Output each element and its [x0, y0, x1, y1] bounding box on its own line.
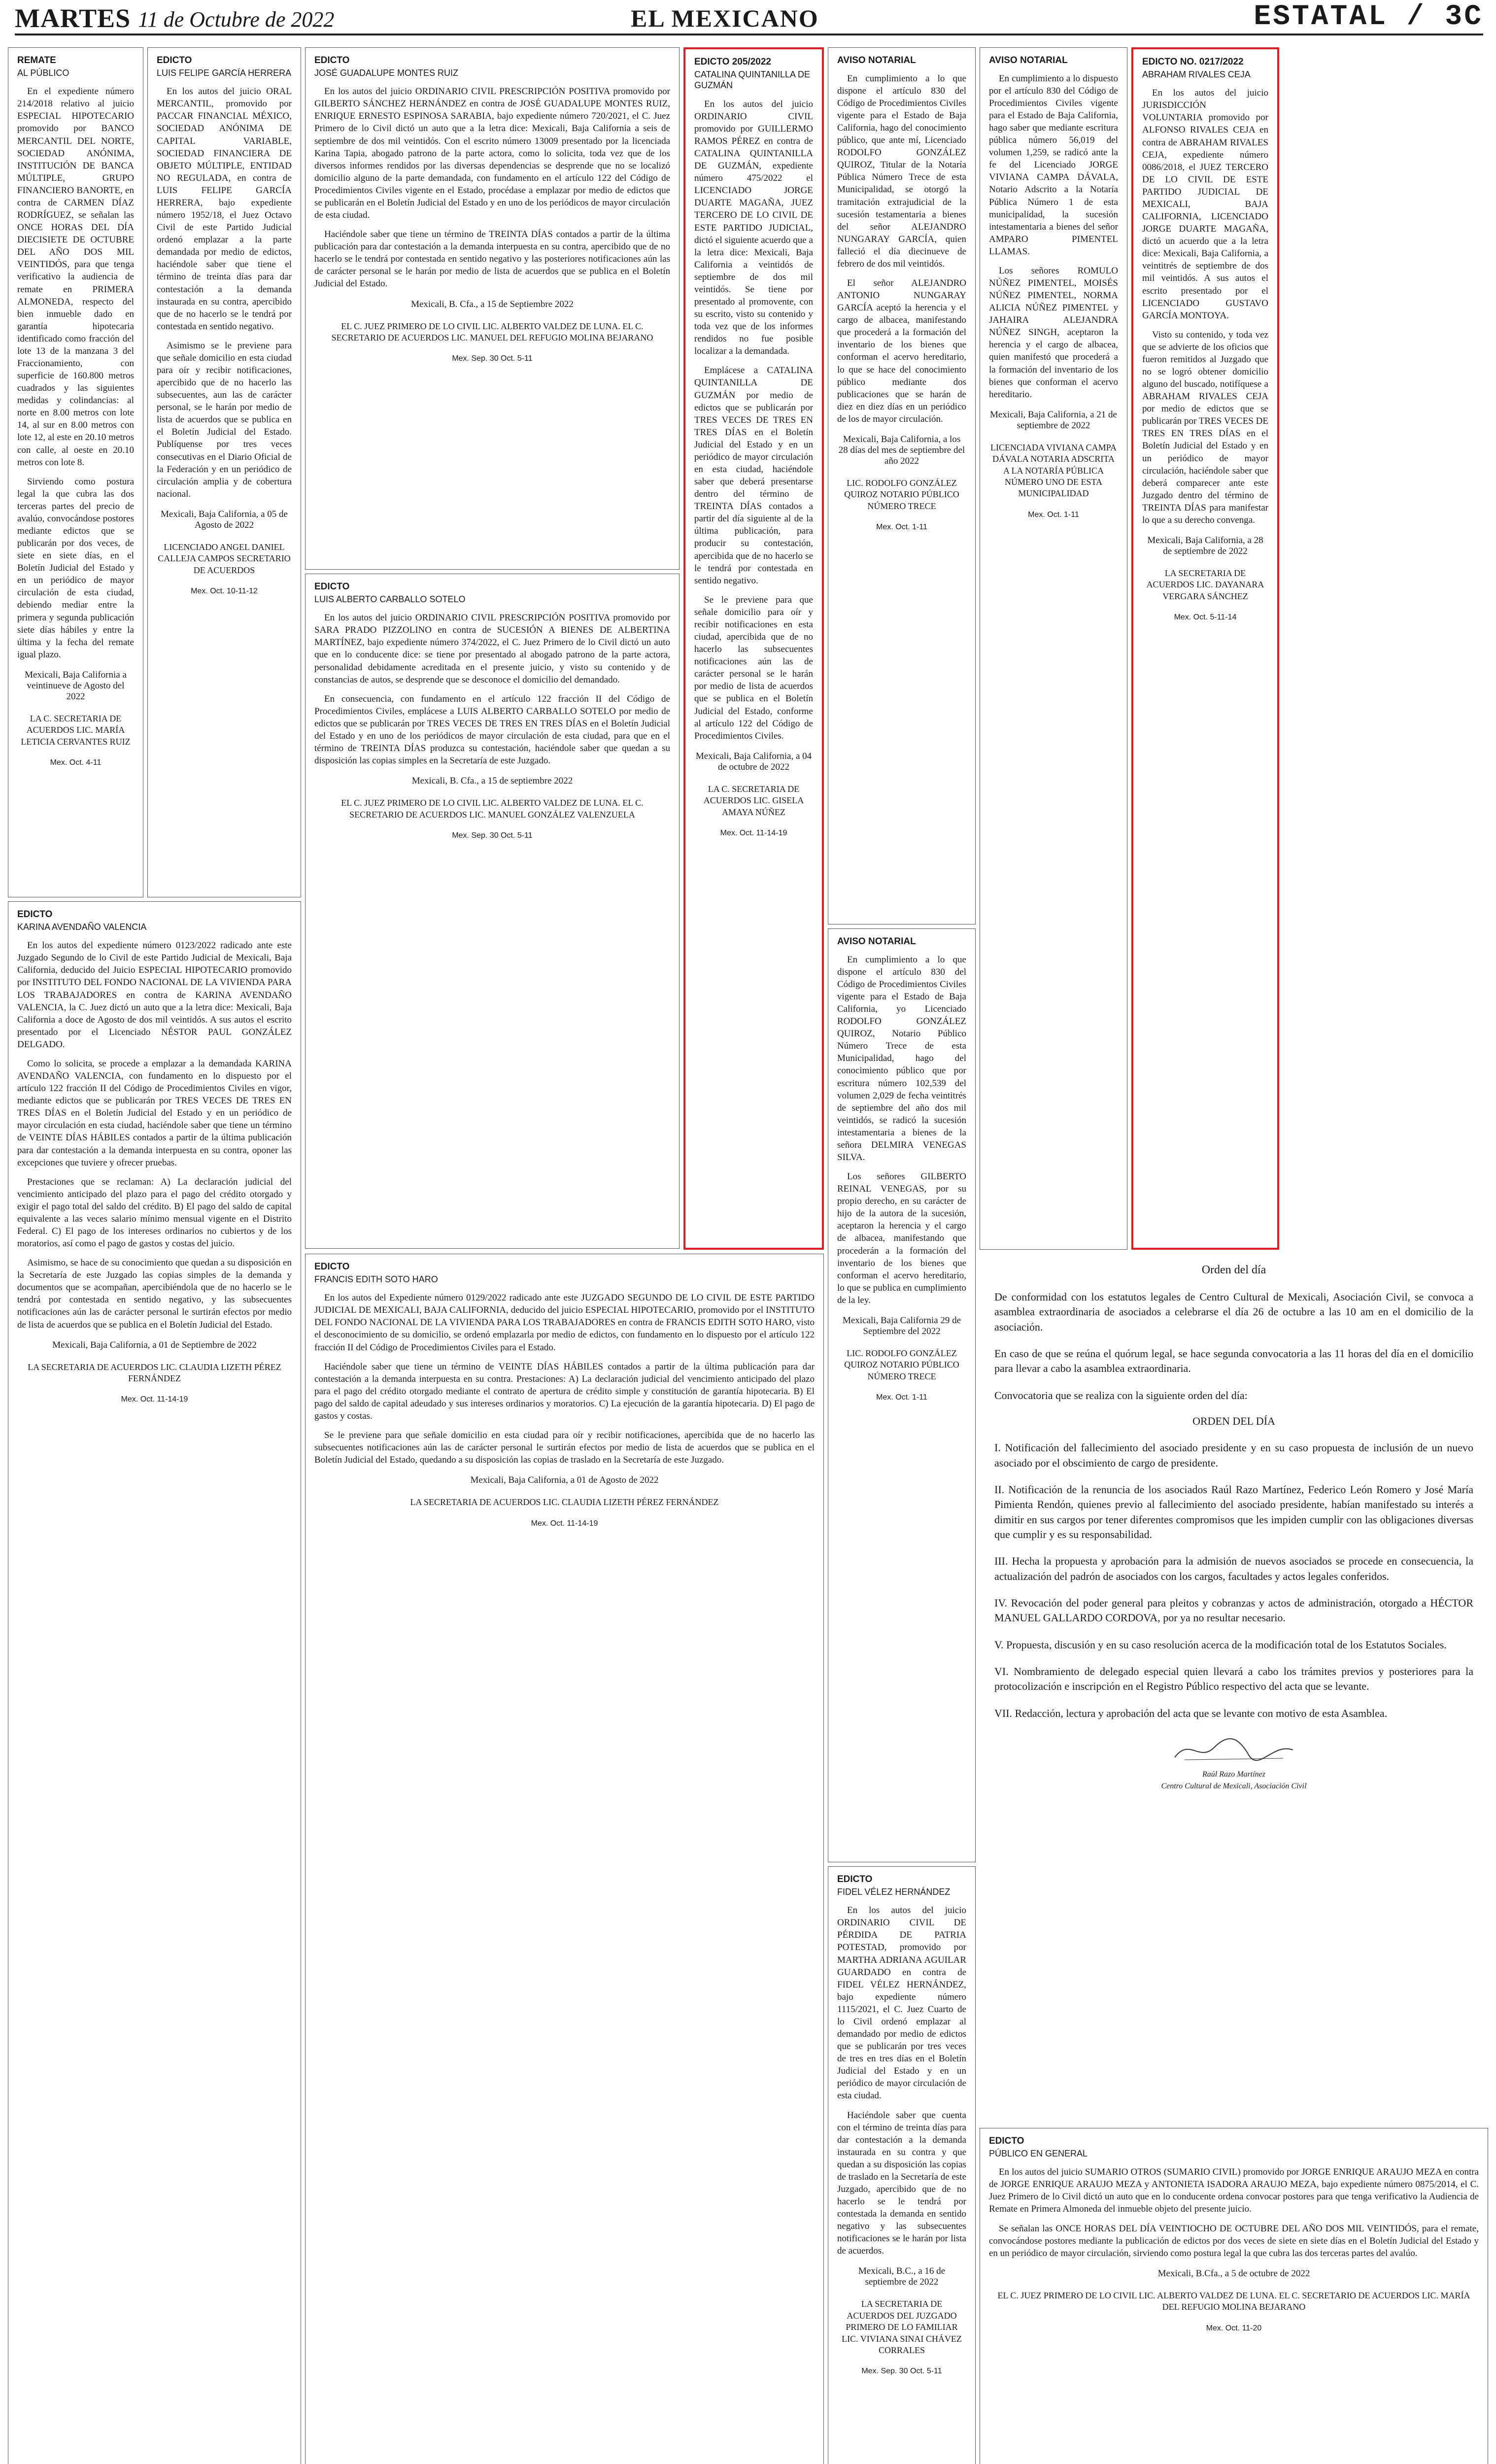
edicto-body: [314, 1292, 815, 1466]
orden-item: VI. Nombramiento de delegado especial quien llevará a cabo los trámites previos y posteriores para la protocolización e inscripción en el Registro Público respectivo del acta que se levante.: [994, 1665, 1473, 1693]
edicto-body: [837, 72, 966, 425]
edicto-place-date: Mexicali, B. Cfa., a 15 de Septiembre 2022: [411, 299, 574, 309]
newspaper-masthead: [15, 0, 1483, 35]
edicto-signature: LICENCIADO ANGEL DANIEL CALLEJA CAMPOS SECRETARIO DE ACUERDOS: [158, 542, 291, 575]
edicto-paragraph: Emplácese a CATALINA QUINTANILLA DE GUZMÁN por medio de edictos que se publicarán por TRES VECES DE TRES EN TRES DÍAS en el Boletín Judicial del Estado y en un periódico de mayor circulación en esta ciudad, haciéndole saber que deberá presentarse dentro del término de TREINTA DÍAS contados a partir del día siguiente al de la última publicación, para producir su contestación, apercibida que de no hacerlo se le tendrá por contestada en sentido negativo.: [694, 365, 813, 586]
edicto-carballo-sotelo: [305, 574, 680, 1249]
aviso-notarial-pimentel: [980, 47, 1127, 1250]
edicto-publication-ref: Mex. Oct. 11-14-19: [720, 828, 787, 837]
edicto-montes-ruiz: [305, 47, 680, 570]
edicto-remate: [8, 47, 143, 897]
edicto-paragraph: Haciéndole saber que tiene un término de TREINTA DÍAS contados a partir de la última publicación para dar contestación a la demanda interpuesta en su contra, apercibido que de no hacerlo se le tendrá por contestada en sentido negativo y las posteriores notificaciones aún las de carácter personal se le harán por medio de lista de acuerdos que se publica en el Boletín Judicial del Estado.: [314, 229, 670, 289]
signature-block: [994, 1733, 1473, 1791]
edicto-title: EDICTO NO. 0217/2022: [1142, 57, 1244, 67]
edicto-paragraph: Se le previene para que señale domicilio para oír y recibir notificaciones en esta ciudad, apercibida que de no hacerlo las subsecuentes notificaciones aún las de carácter personal se le harán por medio de lista de acuerdos que se publica en el Boletín Judicial del Estado, conforme al artículo 122 del Código de Procedimientos Civiles.: [694, 594, 813, 741]
edicto-paragraph: En los autos del juicio JURISDICCIÓN VOLUNTARIA promovido por ALFONSO RIVALES CEJA en contra de ABRAHAM RIVALES CEJA, expediente número 0086/2018, el JUEZ TERCERO DE LO CIVIL DE ESTE PARTIDO JUDICIAL DE MEXICALI, BAJA CALIFORNIA, LICENCIADO JORGE DUARTE MAGAÑA, dictó un acuerdo que a la letra dice: Mexicali, Baja California, a veintitrés de septiembre de dos mil veintidós. A sus autos el escrito presentado por el LICENCIADO GUSTAVO GARCÍA MONTOYA.: [1142, 88, 1268, 321]
edicto-title: EDICTO: [989, 2136, 1024, 2146]
edicto-place-date: Mexicali, B.C., a 16 de septiembre de 2022: [858, 2266, 946, 2288]
edicto-place-date: Mexicali, Baja California 29 de Septiembre del 2022: [842, 1315, 961, 1336]
orden-del-dia: [980, 1256, 1488, 2123]
orden-call: Convocatoria que se realiza con la siguiente orden del día:: [994, 1389, 1248, 1402]
handwritten-signature-icon: [1170, 1733, 1298, 1767]
edicto-title: EDICTO: [314, 1262, 350, 1272]
edicto-place-date: Mexicali, Baja California, a 21 de septiembre de 2022: [990, 409, 1117, 431]
orden-item: II. Notificación de la renuncia de los asociados Raúl Razo Martínez, Federico León Romero y José María Pimienta Rendón, quienes previo al fallecimiento del asociado presidente, habían manifestado su interés a dimitir en sus cargos por tener diferentes compromisos que les impiden cumplir con las obligaciones diversas que cumplir y es su responsabilidad.: [994, 1483, 1473, 1540]
edicto-signature: LA SECRETARIA DE ACUERDOS LIC. DAYANARA VERGARA SÁNCHEZ: [1146, 568, 1264, 601]
edicto-party: FIDEL VÉLEZ HERNÁNDEZ: [837, 1886, 951, 1897]
edicto-paragraph: En los autos del juicio SUMARIO OTROS (SUMARIO CIVIL) promovido por JORGE ENRIQUE ARAUJO MEZA en contra de JORGE ENRIQUE ARAUJO MEZA y ANTONIETA ISADORA ARAUJO MEZA, bajo expediente número 0875/2014, el C. Juez Primero de lo Civil dictó un auto que en lo conducente ordena convocar postores para que tenga verificativo la Audiencia de Remate en Primera Almoneda del inmueble objeto del presente juicio.: [989, 2167, 1479, 2215]
edicto-body: [837, 954, 966, 1306]
edicto-paragraph: En los autos del juicio ORDINARIO CIVIL DE PÉRDIDA DE PATRIA POTESTAD, promovido por MARTHA ADRIANA AGUILAR GUARDADO en contra de FIDEL VÉLEZ HERNÁNDEZ, bajo expediente número 1115/2021, el C. Juez Cuarto de lo Civil ordenó emplazar al demandado por medio de edictos que se publicarán por tres veces de tres en tres días en el Boletín Judicial del Estado y en un periódico de mayor circulación de esta ciudad.: [837, 1905, 966, 2101]
orden-item: III. Hecha la propuesta y aprobación para la admisión de nuevos asociados se procede en consecuencia, la actualización del padrón de asociados con los cargos, facultades y actos legales conferidos.: [994, 1555, 1473, 1582]
edicto-publication-ref: Mex. Sep. 30 Oct. 5-11: [452, 831, 533, 840]
edicto-paragraph: Se señalan las ONCE HORAS DEL DÍA VEINTIOCHO DE OCTUBRE DEL AÑO DOS MIL VEINTIDÓS, para el remate, convocándose postores mediante la publicación de edictos por dos veces de siete en siete días en el Boletín Judicial del Estado y en un periódico de mayor circulación, sirviendo como postura legal la que cubra las dos terceras partes del avalúo.: [989, 2223, 1479, 2259]
edicto-paragraph: Prestaciones que se reclaman: A) La declaración judicial del vencimiento anticipado del plazo para el pago del crédito otorgado y exigir el pago total del saldo del crédito. B) El pago del saldo de capital equivalente a las veces salario mínimo mensual vigente en el Distrito Federal. C) El pago de los intereses ordinarios no cubiertos y de los moratorios, así como el pago de gastos y costas del juicio.: [17, 1176, 292, 1249]
edicto-paragraph: Los señores GILBERTO REINAL VENEGAS, por su propio derecho, en su carácter de hijo de la autora de la sucesión, aceptaron la herencia y el cargo de albacea, manifestando que procederán a la formación del inventario de los bienes que conforman el acervo hereditario, lo que se publica en cumplimiento de la ley.: [837, 1171, 966, 1305]
edicto-body: [1142, 87, 1268, 526]
edicto-avendano-valencia: [8, 901, 301, 2464]
edicto-publication-ref: Mex. Oct. 1-11: [876, 1393, 927, 1402]
edicto-body: [989, 2166, 1479, 2259]
edicto-party: AL PÚBLICO: [17, 68, 69, 78]
edicto-signature: LA C. SECRETARIA DE ACUERDOS LIC. MARÍA LETICIA CERVANTES RUIZ: [21, 713, 131, 747]
edicto-rivales-ceja: [1131, 47, 1279, 1250]
edicto-paragraph: Visto su contenido, y toda vez que se advierte de los oficios que fueron remitidos al Juzgado que no se logró obtener domicilio alguno del buscado, notifíquese a ABRAHAM RIVALES CEJA por medio de edictos que se publicarán por TRES VECES DE TRES EN TRES DÍAS en el Boletín Judicial del Estado y en un periódico de mayor circulación, haciéndole saber que deberá comparecer ante este Juzgado dentro del término de TREINTA DÍAS para manifestar lo que a su derecho convenga.: [1142, 329, 1268, 525]
edicto-body: [17, 939, 292, 1331]
edicto-paragraph: En los autos del Expediente número 0129/2022 radicado ante este JUZGADO SEGUNDO DE LO CIVIL DE ESTE PARTIDO JUDICIAL DE MEXICALI, BAJA CALIFORNIA, deducido del juicio ESPECIAL HIPOTECARIO, promovido por el INSTITUTO DEL FONDO NACIONAL DE LA VIVIENDA PARA LOS TRABAJADORES en contra de FRANCIS EDITH SOTO HARO, visto el desconocimiento de su domicilio, se ordenó emplazarla por medio de edictos, con fundamento en lo dispuesto por el artículo 122 fracción II del Código de Procedimientos Civiles para el Estado.: [314, 1293, 815, 1353]
edicto-body: [694, 98, 813, 742]
edicto-signature: LIC. RODOLFO GONZÁLEZ QUIROZ NOTARIO PÚBLICO NÚMERO TRECE: [844, 478, 959, 511]
newspaper-page: [8, 47, 1488, 2464]
edicto-paragraph: En cumplimiento a lo que dispone el artículo 830 del Código de Procedimientos Civiles vigente para el Estado de Baja California, yo Licenciado RODOLFO GONZÁLEZ QUIROZ, Notario Público Número Trece de esta Municipalidad, hago del conocimiento público que por escritura número 102,539 del volumen 2,029 de fecha veintitrés de septiembre del año dos mil veintidós, se radicó la sucesión intestamentaria a bienes de la señora DELMIRA VENEGAS SILVA.: [837, 954, 966, 1163]
aviso-notarial-venegas: [828, 928, 976, 1862]
edicto-body: [17, 85, 134, 661]
edicto-place-date: Mexicali, Baja California, a los 28 días del mes de septiembre del año 2022: [838, 434, 965, 466]
orden-quorum: En caso de que se reúna el quórum legal, se hace segunda convocatoria a las 11 horas del día en el domicilio para llevar a cabo la asamblea extraordinaria.: [994, 1347, 1473, 1375]
edicto-paragraph: En los autos del juicio ORDINARIO CIVIL promovido por GUILLERMO RAMOS PÉREZ en contra de CATALINA QUINTANILLA DE GUZMÁN, expediente número 475/2022 el LICENCIADO JORGE DUARTE MAGAÑA, JUEZ TERCERO DE LO CIVIL DE ESTE PARTIDO JUDICIAL, dictó el siguiente acuerdo que a la letra dice: Mexicali, Baja California a veintidós de septiembre de dos mil veintidós. Se tiene por presentado al promovente, con su escrito, visto su contenido y toda vez que de los informes rendidos no fue posible localizar a la demandada.: [694, 99, 813, 357]
edicto-publication-ref: Mex. Oct. 5-11-14: [1174, 613, 1237, 622]
edicto-body: [837, 1904, 966, 2257]
edicto-publication-ref: Mex. Sep. 30 Oct. 5-11: [452, 354, 533, 363]
edicto-publication-ref: Mex. Oct. 10-11-12: [191, 587, 258, 595]
edicto-party: PÚBLICO EN GENERAL: [989, 2148, 1088, 2158]
edicto-signature: LA C. SECRETARIA DE ACUERDOS LIC. GISELA AMAYA NÚÑEZ: [703, 784, 804, 817]
edicto-signature: LA SECRETARIA DE ACUERDOS LIC. CLAUDIA LIZETH PÉREZ FERNÁNDEZ: [28, 1362, 281, 1383]
edicto-title: AVISO NOTARIAL: [989, 55, 1068, 66]
edicto-paragraph: En los autos del expediente número 0123/2022 radicado ante este Juzgado Segundo de lo Civil de este Partido Judicial de Mexicali, Baja California, deducido del Juicio ESPECIAL HIPOTECARIO promovido por INSTITUTO DEL FONDO NACIONAL DE LA VIVIENDA PARA LOS TRABAJADORES en contra de KARINA AVENDAÑO VALENCIA, la C. Juez dictó un auto que a la letra dice: Mexicali, Baja California a doce de Agosto de dos mil veintidós. A sus autos el escrito presentado por el Licenciado NÉSTOR PAUL GONZÁLEZ DELGADO.: [17, 940, 292, 1050]
edicto-paragraph: Se le previene para que señale domicilio en esta ciudad para oír y recibir notificaciones, apercibida que de no hacerlo las subsecuentes notificaciones aún las de carácter personal le surtirán efectos por medio de lista de acuerdos que se publica en el Boletín Judicial del Estado, quedando a su disposición las copias de traslado en la Secretaría de este Juzgado.: [314, 1430, 815, 1466]
edicto-party: KARINA AVENDAÑO VALENCIA: [17, 922, 147, 932]
edicto-signature: EL C. JUEZ PRIMERO DE LO CIVIL LIC. ALBERTO VALDEZ DE LUNA. EL C. SECRETARIO DE ACUERDOS LIC. MANUEL GONZÁLEZ VALENZUELA: [341, 798, 644, 820]
edicto-title: EDICTO: [157, 55, 192, 66]
edicto-party: LUIS FELIPE GARCÍA HERRERA: [157, 68, 292, 78]
masthead-newspaper-name: EL MEXICANO: [631, 4, 819, 32]
edicto-title: EDICTO: [314, 582, 350, 592]
edicto-publication-ref: Mex. Sep. 30 Oct. 5-11: [861, 2367, 942, 2376]
edicto-title: EDICTO: [17, 909, 53, 920]
edicto-publication-ref: Mex. Oct. 11-20: [1206, 2324, 1262, 2332]
edicto-publication-ref: Mex. Oct. 11-14-19: [121, 1395, 188, 1404]
edicto-paragraph: En consecuencia, con fundamento en el artículo 122 fracción II del Código de Procedimientos Civiles, emplácese a LUIS ALBERTO CARBALLO SOTELO por medio de edictos que se publicarán por TRES VECES DE TRES EN TRES DÍAS en el Boletín Judicial del Estado y en uno de los periódicos de mayor circulación de esta ciudad, para que en el término de TREINTA DÍAS produzca su contestación, haciéndole saber que quedan a su disposición las copias simples en la Secretaría de este Juzgado.: [314, 693, 670, 766]
edicto-velez-hernandez: [828, 1866, 976, 2464]
edicto-paragraph: Los señores ROMULO NÚÑEZ PIMENTEL, MOISÉS NÚÑEZ PIMENTEL, NORMA ALICIA NÚÑEZ PIMENTEL y JAHAIRA ALEJANDRA NÚÑEZ SINGH, aceptaron la herencia y el cargo de albacea, quien manifestó que procederá a la formación del inventario de los bienes que conforman el acervo hereditario.: [989, 265, 1118, 400]
orden-item: I. Notificación del fallecimiento del asociado presidente y en su caso propuesta de inclusión de un nuevo asociado por el obscimiento de cargo de presidente.: [994, 1441, 1473, 1469]
edicto-paragraph: Como lo solicita, se procede a emplazar a la demandada KARINA AVENDAÑO VALENCIA, con fundamento en lo dispuesto por el artículo 122 fracción II del Código de Procedimientos Civiles en vigor, mediante edictos que se publicarán por TRES VECES DE TRES EN TRES DÍAS en el Boletín Judicial del Estado y en un periódico de mayor circulación en esta ciudad, haciéndole saber que tiene un término de VEINTE DÍAS HÁBILES contados a partir de la última publicación para dar contestación a la demanda interpuesta en su contra, oponer las excepciones que tuviere y ofrecer pruebas.: [17, 1058, 292, 1168]
signer-name: Raúl Razo Martínez: [1202, 1770, 1265, 1779]
orden-item: IV. Revocación del poder general para pleitos y cobranzas y actos de administración, otorgado a HÉCTOR MANUEL GALLARDO CORDOVA, por ya no resultar necesario.: [994, 1597, 1473, 1624]
edicto-signature: LICENCIADA VIVIANA CAMPA DÁVALA NOTARIA ADSCRITA A LA NOTARÍA PÚBLICA NÚMERO UNO DE ESTA MUNICIPALIDAD: [990, 442, 1117, 499]
edicto-party: LUIS ALBERTO CARBALLO SOTELO: [314, 594, 466, 604]
edicto-garcia-herrera: [147, 47, 301, 897]
edicto-paragraph: Haciéndole saber que cuenta con el término de treinta días para dar contestación a la demanda instaurada en su contra y que quedan a su disposición las copias de traslado en la Secretaría de este Juzgado, apercibido que de no hacerlo se le tendrá por contestada la demanda en sentido negativo y las subsecuentes notificaciones se le harán por lista de acuerdos.: [837, 2110, 966, 2257]
edicto-paragraph: Sirviendo como postura legal la que cubra las dos terceras partes del precio de avalúo, convocándose postores mediante edictos que se publicarán por dos veces, de siete en siete días, en el Boletín Judicial del Estado y en un periódico de mayor circulación de esta ciudad, debiendo mediar entre la primera y segunda publicación siete días hábiles y entre la última y la fecha del remate igual plazo.: [17, 476, 134, 660]
edicto-paragraph: En los autos del juicio ORDINARIO CIVIL PRESCRIPCIÓN POSITIVA promovido por GILBERTO SÁNCHEZ HERNÁNDEZ en contra de JOSÉ GUADALUPE MONTES RUIZ, ENRIQUE ERNESTO ESPINOSA SARABIA, bajo expediente número 720/2021, el C. Juez Primero de lo Civil dictó un auto que a la letra dice: Mexicali, Baja California a seis de septiembre de dos mil veintidós. Con el escrito número 13009 presentado por la licenciada Karina Tapia, abogado patrono de la parte actora, como lo solicita, toda vez que de los diversos informes rendidos por las diversas dependencias se desprende que no se localizó domicilio alguno de la parte demandada, con fundamento en el artículo 122 del Código de Procedimientos Civiles vigente en el Estado, procédase a emplazar por medio de edictos que se publicarán en el Boletín Judicial del Estado y en uno de los periódicos de mayor circulación de esta ciudad.: [314, 86, 670, 221]
edicto-body: [314, 612, 670, 767]
edicto-body: [157, 85, 292, 500]
edicto-signature: EL C. JUEZ PRIMERO DE LO CIVIL LIC. ALBERTO VALDEZ DE LUNA. EL C. SECRETARIO DE ACUERDOS LIC. MANUEL DEL REFUGIO MOLINA BEJARANO: [331, 321, 653, 342]
edicto-quintanilla-guzman: [683, 47, 824, 1250]
edicto-title: EDICTO: [837, 1874, 873, 1884]
edicto-title: EDICTO 205/2022: [694, 57, 771, 67]
edicto-party: CATALINA QUINTANILLA DE GUZMÁN: [694, 69, 811, 91]
orden-item: V. Propuesta, discusión y en su caso resolución acerca de la modificación total de los Estatutos Sociales.: [994, 1638, 1447, 1651]
aviso-notarial-nungaray: [828, 47, 976, 924]
edicto-paragraph: En los autos del juicio ORDINARIO CIVIL PRESCRIPCIÓN POSITIVA promovido por SARA PRADO PIZZOLINO en contra de SUCESIÓN A BIENES DE ALBERTINA MARTÍNEZ, bajo expediente número 374/2022, el C. Juez Primero de lo Civil dictó un auto que en lo conducente dice: se tiene por presentado al abogado patrono de la parte actora, personalidad debidamente acreditada en el presente juicio, y visto su contenido y de constancias de autos, se desprende que se desconoce el domicilio del demandado.: [314, 613, 670, 685]
edicto-place-date: Mexicali, Baja California, a 01 de Agosto de 2022: [470, 1475, 659, 1486]
edicto-paragraph: El señor ALEJANDRO ANTONIO NUNGARAY GARCÍA aceptó la herencia y el cargo de albacea, manifestando que procederá a la formación del inventario de los bienes que conforman el acervo hereditario, lo que se hace del conocimiento público mediante dos publicaciones que se harán de diez en diez días en un periódico de los de mayor circulación.: [837, 278, 966, 424]
orden-item: VII. Redacción, lectura y aprobación del acta que se levante con motivo de esta Asamblea.: [994, 1707, 1388, 1719]
edicto-publication-ref: Mex. Oct. 1-11: [1028, 510, 1079, 519]
edicto-publico-en-general: [980, 2128, 1488, 2464]
edicto-paragraph: Haciéndole saber que tiene un término de VEINTE DÍAS HÁBILES contados a partir de la última publicación para dar contestación a la demanda interpuesta en su contra. Prestaciones: A) La declaración judicial del vencimiento anticipado del plazo para el pago del crédito otorgado mediante el contrato de apertura de crédito simple y constitución de garantía hipotecaria. B) El pago del saldo de capital adeudado y sus intereses ordinarios y moratorios. C) La ejecución de la garantía hipotecaria. D) El pago de gastos y costas.: [314, 1361, 815, 1421]
edicto-paragraph: En los autos del juicio ORAL MERCANTIL, promovido por PACCAR FINANCIAL MÉXICO, SOCIEDAD ANÓNIMA DE CAPITAL VARIABLE, SOCIEDAD FINANCIERA DE OBJETO MÚLTIPLE, ENTIDAD NO REGULADA, en contra de LUIS FELIPE GARCÍA HERRERA, bajo expediente número 1952/18, el Juez Octavo Civil de este Partido Judicial ordenó emplazar a la parte demandada por medio de edictos, haciéndole saber que tiene el término de treinta días para dar contestación a la demanda instaurada en su contra, apercibido que de no hacerlo se le tendrá por contestada en sentido negativo.: [157, 86, 292, 332]
edicto-publication-ref: Mex. Oct. 4-11: [50, 758, 102, 767]
orden-heading: ORDEN DEL DÍA: [1192, 1415, 1275, 1428]
edicto-place-date: Mexicali, Baja California, a 04 de octubre de 2022: [695, 751, 812, 772]
edicto-place-date: Mexicali, Baja California, a 28 de septiembre de 2022: [1147, 535, 1263, 556]
masthead-day: MARTES: [15, 3, 131, 33]
edicto-soto-haro: [305, 1254, 824, 2464]
edicto-body: [314, 85, 670, 290]
edicto-title: EDICTO: [314, 55, 350, 66]
edicto-signature: LA SECRETARIA DE ACUERDOS LIC. CLAUDIA LIZETH PÉREZ FERNÁNDEZ: [410, 1497, 719, 1507]
edicto-place-date: Mexicali, Baja California a veintinueve de Agosto del 2022: [25, 669, 127, 702]
edicto-publication-ref: Mex. Oct. 11-14-19: [531, 1519, 598, 1528]
edicto-signature: LIC. RODOLFO GONZÁLEZ QUIROZ NOTARIO PÚBLICO NÚMERO TRECE: [844, 1348, 959, 1381]
edicto-title: AVISO NOTARIAL: [837, 55, 916, 66]
edicto-signature: EL C. JUEZ PRIMERO DE LO CIVIL LIC. ALBERTO VALDEZ DE LUNA. EL C. SECRETARIO DE ACUERDOS LIC. MARÍA DEL REFUGIO MOLINA BEJARANO: [997, 2290, 1470, 2312]
edicto-paragraph: En el expediente número 214/2018 relativo al juicio ESPECIAL HIPOTECARIO promovido por BANCO MERCANTIL DEL NORTE, SOCIEDAD ANÓNIMA, INSTITUCIÓN DE BANCA MÚLTIPLE, GRUPO FINANCIERO BANORTE, en contra de CARMEN DÍAZ RODRÍGUEZ, se señalan las ONCE HORAS DEL DÍA DIECISIETE DE OCTUBRE DEL AÑO DOS MIL VEINTIDÓS, para que tenga verificativo la audiencia de remate en PRIMERA ALMONEDA, respecto del bien inmueble dado en garantía hipotecaria identificado como fracción del lote 13 de la manzana 3 del Fraccionamiento, con superficie de 160.800 metros cuadrados y las siguientes medidas y colindancias: al norte en 8.00 metros con lote 14, al sur en 8.00 metros con lote 12, al este en 20.10 metros con calle, al oeste en 20.10 metros con lote 8.: [17, 86, 134, 468]
edicto-paragraph: En cumplimiento a lo dispuesto por el artículo 830 del Código de Procedimientos Civiles vigente para el Estado de Baja California, hago saber que mediante escritura pública número 56,019 del volumen 1,259, se radicó ante la fe del Licenciado JORGE VIVIANA CAMPA DÁVALA, Notario Adscrito a la Notaría Pública Número 1 de esta municipalidad, la sucesión intestamentaria a bienes del señor AMPARO PIMENTEL LLAMAS.: [989, 73, 1118, 257]
signer-role: Centro Cultural de Mexicali, Asociación Civil: [1161, 1782, 1307, 1791]
edicto-place-date: Mexicali, B. Cfa., a 15 de septiembre 2022: [411, 776, 573, 787]
edicto-paragraph: Asimismo se le previene para que señale domicilio en esta ciudad para oír y recibir notificaciones, apercibido que de no hacerlo las subsecuentes, aun las de carácter personal, se le harán por medio de lista de acuerdos que se publica en el Boletín Judicial del Estado. Publíquense por tres veces consecutivas en el Diario Oficial de la Federación y en un periódico de circulación amplia y de cobertura nacional.: [157, 340, 292, 499]
edicto-place-date: Mexicali, Baja California, a 01 de Septiembre de 2022: [52, 1339, 257, 1350]
edicto-party: ABRAHAM RIVALES CEJA: [1142, 69, 1251, 79]
edicto-party: JOSÉ GUADALUPE MONTES RUIZ: [314, 68, 459, 78]
edicto-title: AVISO NOTARIAL: [837, 936, 916, 947]
edicto-publication-ref: Mex. Oct. 1-11: [876, 523, 927, 532]
edicto-place-date: Mexicali, B.Cfa., a 5 de octubre de 2022: [1157, 2268, 1310, 2279]
masthead-section: ESTATAL / 3C: [1254, 1, 1483, 33]
orden-intro: De conformidad con los estatutos legales de Centro Cultural de Mexicali, Asociación Civil, se convoca a asamblea extraordinaria de asociados a celebrarse el día 26 de octubre a las 10 am en el domicilio de la asociación.: [994, 1291, 1473, 1333]
edicto-paragraph: En cumplimiento a lo que dispone el artículo 830 del Código de Procedimientos Civiles vigente para el Estado de Baja California, hago del conocimiento público, que ante mí, Licenciado RODOLFO GONZÁLEZ QUIROZ, Titular de la Notaría Pública Número Trece de esta Municipalidad, se otorgó la tramitación extrajudicial de la sucesión testamentaria a bienes del señor ALEJANDRO NUNGARAY GARCÍA, quien falleció el día diecinueve de febrero de dos mil veintidós.: [837, 73, 966, 269]
edicto-title: REMATE: [17, 55, 56, 66]
edicto-signature: LA SECRETARIA DE ACUERDOS DEL JUZGADO PRIMERO DE LO FAMILIAR LIC. VIVIANA SINAI CHÁVEZ CORRALES: [842, 2299, 962, 2355]
edicto-body: [989, 72, 1118, 401]
edicto-place-date: Mexicali, Baja California, a 05 de Agosto de 2022: [161, 509, 288, 530]
orden-title: Orden del día: [1201, 1264, 1266, 1276]
edicto-paragraph: Asimismo, se hace de su conocimiento que quedan a su disposición en la Secretaría de este Juzgado las copias simples de la demanda y documentos que se acompañan, apercibiéndola que de no hacerlo se le tendrá por contestada en sentido negativo, y las subsecuentes notificaciones aún las de carácter personal le surtirán efectos por medio de lista de acuerdos que se publica en el Boletín Judicial del Estado.: [17, 1258, 292, 1330]
edicto-party: FRANCIS EDITH SOTO HARO: [314, 1274, 438, 1284]
masthead-date: 11 de Octubre de 2022: [138, 7, 335, 32]
